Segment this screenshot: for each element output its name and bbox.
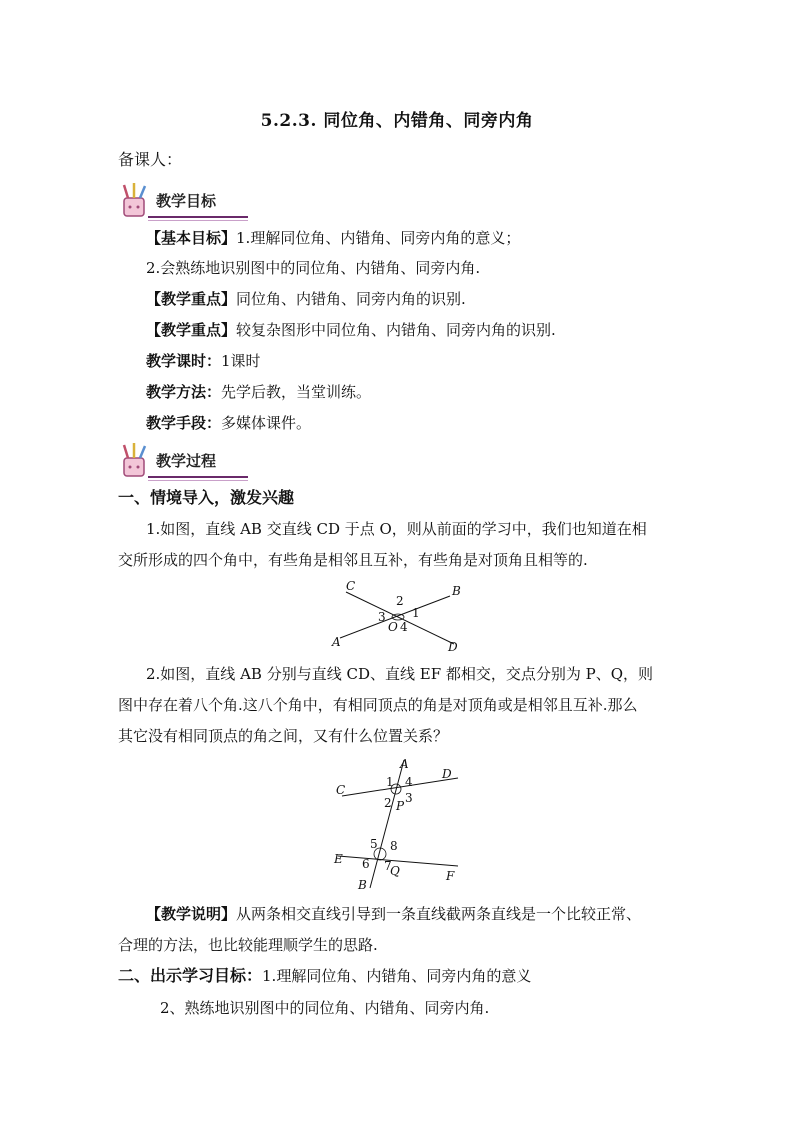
label-c: C — [336, 783, 346, 797]
section-underline-light — [148, 220, 248, 221]
label-f: F — [446, 869, 455, 883]
figure-transversal — [330, 752, 470, 894]
angle-1: 1 — [386, 775, 394, 789]
pencil-cup-icon — [118, 182, 154, 220]
section-title-process: 教学过程 — [156, 452, 217, 470]
lesson-title: 5.2.3. 同位角、内错角、同旁内角 — [260, 111, 534, 131]
label-a: A — [332, 635, 341, 649]
p1-line-1: 1.如图，直线 AB 交直线 CD 于点 O，则从前面的学习中，我们也知道在相 — [146, 520, 647, 538]
method-label: 教学方法： — [146, 383, 222, 401]
part1-heading: 一、情境导入，激发兴趣 — [118, 488, 295, 507]
p1-line-2: 交所形成的四个角中，有些角是相邻且互补，有些角是对顶角且相等的. — [118, 551, 588, 569]
p2-line-3: 其它没有相同顶点的角之间，又有什么位置关系？ — [118, 727, 449, 745]
note-text: 从两条相交直线引导到一条直线截两条直线是一个比较正常、 — [236, 905, 642, 923]
p2-line-2: 图中存在着八个角.这八个角中，有相同顶点的角是对顶角或是相邻且互补.那么 — [118, 696, 638, 714]
angle-2: 2 — [396, 594, 404, 608]
preparer-line: 备课人： — [118, 150, 183, 169]
angle-3: 3 — [405, 791, 413, 805]
part2-text: 1.理解同位角、内错角、同旁内角的意义 — [262, 967, 532, 985]
part2-line — [118, 966, 531, 986]
difficulty-label: 【教学重点】 — [146, 321, 237, 339]
angle-6: 6 — [362, 857, 370, 871]
angle-4: 4 — [405, 775, 413, 789]
angle-3: 3 — [378, 610, 386, 624]
label-a: A — [400, 757, 409, 771]
key-point-text: 同位角、内错角、同旁内角的识别. — [236, 290, 466, 308]
section-header-process — [118, 440, 248, 482]
basic-goal-line — [146, 228, 520, 248]
section-title-goals: 教学目标 — [156, 192, 217, 210]
basic-goal-text: 1.理解同位角、内错角、同旁内角的意义； — [236, 229, 521, 247]
basic-goal-line-2: 2.会熟练地识别图中的同位角、内错角、同旁内角. — [146, 259, 481, 277]
means-text: 多媒体课件。 — [221, 414, 312, 432]
difficulty-text: 较复杂图形中同位角、内错角、同旁内角的识别. — [236, 321, 556, 339]
label-b: B — [358, 878, 367, 892]
means-line — [146, 413, 311, 433]
key-point-label: 【教学重点】 — [146, 290, 237, 308]
label-c: C — [346, 579, 356, 593]
label-o: O — [388, 620, 398, 634]
key-point-line — [146, 289, 466, 309]
note-line-2: 合理的方法，也比较能理顺学生的思路. — [118, 936, 378, 954]
label-d: D — [448, 640, 458, 654]
pencil-cup-icon — [118, 442, 154, 480]
angle-5: 5 — [370, 837, 378, 851]
method-text: 先学后教，当堂训练。 — [221, 383, 372, 401]
angle-4: 4 — [400, 620, 408, 634]
difficulty-line — [146, 320, 556, 340]
line-cd — [342, 778, 458, 796]
part2-heading: 二、出示学习目标： — [118, 966, 263, 985]
note-label: 【教学说明】 — [146, 905, 237, 923]
class-hours-label: 教学课时： — [146, 352, 222, 370]
section-header-goals — [118, 180, 248, 222]
label-d: D — [442, 767, 452, 781]
label-q: Q — [390, 864, 400, 878]
section-underline-light — [148, 480, 248, 481]
note-line-1 — [146, 904, 641, 924]
label-e: E — [334, 852, 343, 866]
angle-2: 2 — [384, 796, 392, 810]
basic-goal-label: 【基本目标】 — [146, 229, 237, 247]
part2-line-2: 2、熟练地识别图中的同位角、内错角、同旁内角. — [160, 999, 490, 1017]
label-b: B — [452, 584, 461, 598]
angle-7: 7 — [384, 859, 392, 873]
angle-8: 8 — [390, 839, 398, 853]
figure-intersecting-lines — [326, 578, 476, 654]
section-underline — [148, 216, 248, 218]
class-hours-text: 1课时 — [221, 352, 261, 370]
means-label: 教学手段： — [146, 414, 222, 432]
angle-1: 1 — [412, 606, 420, 620]
class-hours-line — [146, 351, 261, 371]
method-line — [146, 382, 371, 402]
section-underline — [148, 476, 248, 478]
p2-line-1: 2.如图，直线 AB 分别与直线 CD、直线 EF 都相交，交点分别为 P、Q，则 — [146, 665, 654, 683]
label-p: P — [396, 799, 405, 813]
